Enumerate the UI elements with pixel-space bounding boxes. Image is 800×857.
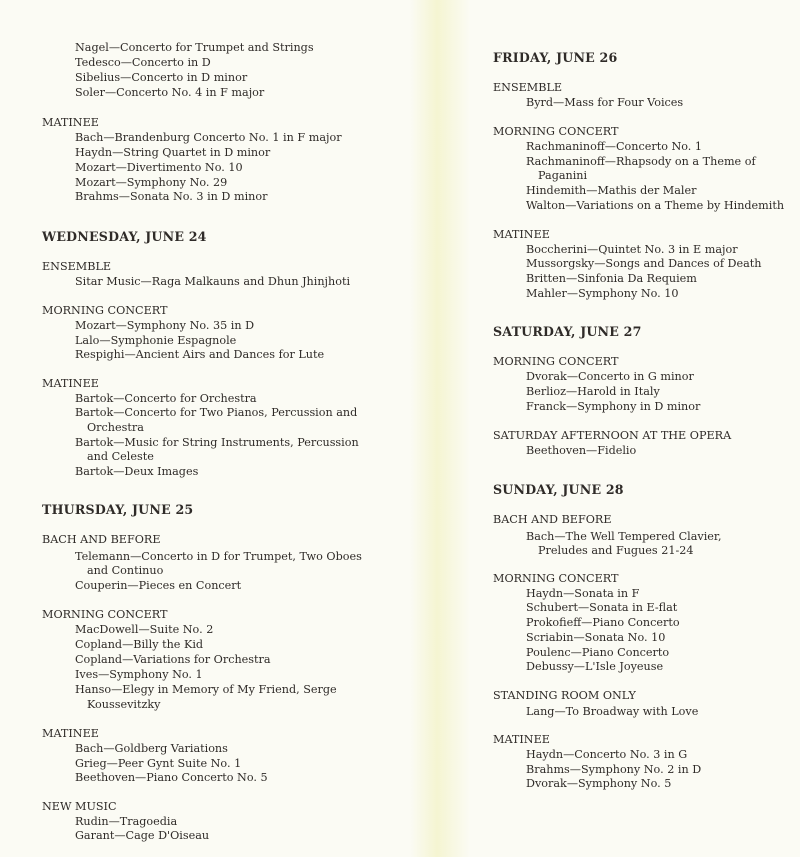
program-item: Mozart—Symphony No. 35 in D bbox=[75, 319, 255, 332]
program-item: MacDowell—Suite No. 2 bbox=[75, 623, 214, 636]
program-item: Bartok—Concerto for Orchestra bbox=[75, 392, 257, 405]
program-item: Lalo—Symphonie Espagnole bbox=[75, 334, 237, 347]
section-heading: ENSEMBLE bbox=[493, 81, 563, 94]
section-heading: MORNING CONCERT bbox=[493, 572, 619, 585]
program-item: Franck—Symphony in D minor bbox=[526, 400, 701, 413]
program-item: Copland—Billy the Kid bbox=[75, 638, 204, 651]
section-heading: NEW MUSIC bbox=[42, 800, 117, 813]
program-item: Respighi—Ancient Airs and Dances for Lute bbox=[75, 348, 325, 361]
program-item: Telemann—Concerto in D for Trumpet, Two Oboes bbox=[75, 550, 362, 563]
program-item: Rachmaninoff—Rhapsody on a Theme of bbox=[526, 155, 756, 168]
program-item: Bach—Goldberg Variations bbox=[75, 742, 228, 755]
program-item: Hindemith—Mathis der Maler bbox=[526, 184, 697, 197]
program-item: Byrd—Mass for Four Voices bbox=[526, 96, 684, 109]
section-heading: MATINEE bbox=[42, 116, 99, 129]
program-item: Lang—To Broadway with Love bbox=[526, 705, 699, 718]
program-item: Mozart—Symphony No. 29 bbox=[75, 176, 228, 189]
program-item: Grieg—Peer Gynt Suite No. 1 bbox=[75, 757, 242, 770]
program-item-continuation: Preludes and Fugues 21-24 bbox=[538, 544, 694, 557]
program-item: Britten—Sinfonia Da Requiem bbox=[526, 272, 697, 285]
program-item: Couperin—Pieces en Concert bbox=[75, 579, 242, 592]
program-item: Beethoven—Fidelio bbox=[526, 444, 637, 457]
section-heading: MORNING CONCERT bbox=[42, 608, 168, 621]
program-item: Bach—The Well Tempered Clavier, bbox=[526, 530, 722, 543]
program-item: Berlioz—Harold in Italy bbox=[526, 385, 660, 398]
program-item: Mussorgsky—Songs and Dances of Death bbox=[526, 257, 762, 270]
program-item: Prokofieff—Piano Concerto bbox=[526, 616, 680, 629]
program-item: Brahms—Symphony No. 2 in D bbox=[526, 763, 702, 776]
program-item: Mahler—Symphony No. 10 bbox=[526, 287, 679, 300]
program-item-continuation: and Continuo bbox=[87, 564, 164, 577]
program-item: Bartok—Music for String Instruments, Percussion bbox=[75, 436, 359, 449]
program-item: Soler—Concerto No. 4 in F major bbox=[75, 86, 265, 99]
section-heading: STANDING ROOM ONLY bbox=[493, 689, 636, 702]
section-heading: ENSEMBLE bbox=[42, 260, 112, 273]
program-item: Scriabin—Sonata No. 10 bbox=[526, 631, 666, 644]
section-heading: MATINEE bbox=[42, 377, 99, 390]
program-item-continuation: Koussevitzky bbox=[87, 698, 161, 711]
program-item: Brahms—Sonata No. 3 in D minor bbox=[75, 190, 268, 203]
program-item: Ives—Symphony No. 1 bbox=[75, 668, 203, 681]
program-item: Rudin—Tragoedia bbox=[75, 815, 178, 828]
section-heading: BACH AND BEFORE bbox=[493, 513, 612, 526]
program-item-continuation: Orchestra bbox=[87, 421, 144, 434]
program-item: Haydn—Sonata in F bbox=[526, 587, 640, 600]
program-item: Walton—Variations on a Theme by Hindemith bbox=[526, 199, 785, 212]
program-item: Dvorak—Symphony No. 5 bbox=[526, 777, 672, 790]
section-heading: MATINEE bbox=[42, 727, 99, 740]
program-item: Debussy—L'Isle Joyeuse bbox=[526, 660, 664, 673]
section-heading: MORNING CONCERT bbox=[493, 355, 619, 368]
day-heading: FRIDAY, JUNE 26 bbox=[493, 50, 618, 65]
program-item: Nagel—Concerto for Trumpet and Strings bbox=[75, 41, 314, 54]
page-fold bbox=[410, 0, 470, 857]
program-item: Poulenc—Piano Concerto bbox=[526, 646, 670, 659]
section-heading: BACH AND BEFORE bbox=[42, 533, 161, 546]
section-heading: MATINEE bbox=[493, 228, 550, 241]
program-item: Bach—Brandenburg Concerto No. 1 in F major bbox=[75, 131, 342, 144]
section-heading: SATURDAY AFTERNOON AT THE OPERA bbox=[493, 429, 732, 442]
program-item: Sitar Music—Raga Malkauns and Dhun Jhinjhoti bbox=[75, 275, 351, 288]
program-item-continuation: Paganini bbox=[538, 169, 588, 182]
program-item: Mozart—Divertimento No. 10 bbox=[75, 161, 243, 174]
program-item: Sibelius—Concerto in D minor bbox=[75, 71, 248, 84]
program-item: Beethoven—Piano Concerto No. 5 bbox=[75, 771, 268, 784]
program-item: Bartok—Deux Images bbox=[75, 465, 199, 478]
section-heading: MORNING CONCERT bbox=[42, 304, 168, 317]
program-item: Haydn—Concerto No. 3 in G bbox=[526, 748, 688, 761]
day-heading: THURSDAY, JUNE 25 bbox=[42, 502, 194, 517]
program-item: Hanso—Elegy in Memory of My Friend, Serge bbox=[75, 683, 337, 696]
program-item: Tedesco—Concerto in D bbox=[75, 56, 211, 69]
day-heading: WEDNESDAY, JUNE 24 bbox=[42, 229, 207, 244]
program-item: Haydn—String Quartet in D minor bbox=[75, 146, 271, 159]
program-item: Dvorak—Concerto in G minor bbox=[526, 370, 694, 383]
day-heading: SATURDAY, JUNE 27 bbox=[493, 324, 642, 339]
program-item: Garant—Cage D'Oiseau bbox=[75, 829, 210, 842]
program-item: Boccherini—Quintet No. 3 in E major bbox=[526, 243, 738, 256]
program-item: Bartok—Concerto for Two Pianos, Percussion and bbox=[75, 406, 358, 419]
program-item-continuation: and Celeste bbox=[87, 450, 154, 463]
program-item: Schubert—Sonata in E-flat bbox=[526, 601, 678, 614]
section-heading: MATINEE bbox=[493, 733, 550, 746]
program-item: Copland—Variations for Orchestra bbox=[75, 653, 271, 666]
day-heading: SUNDAY, JUNE 28 bbox=[493, 482, 624, 497]
section-heading: MORNING CONCERT bbox=[493, 125, 619, 138]
program-item: Rachmaninoff—Concerto No. 1 bbox=[526, 140, 703, 153]
